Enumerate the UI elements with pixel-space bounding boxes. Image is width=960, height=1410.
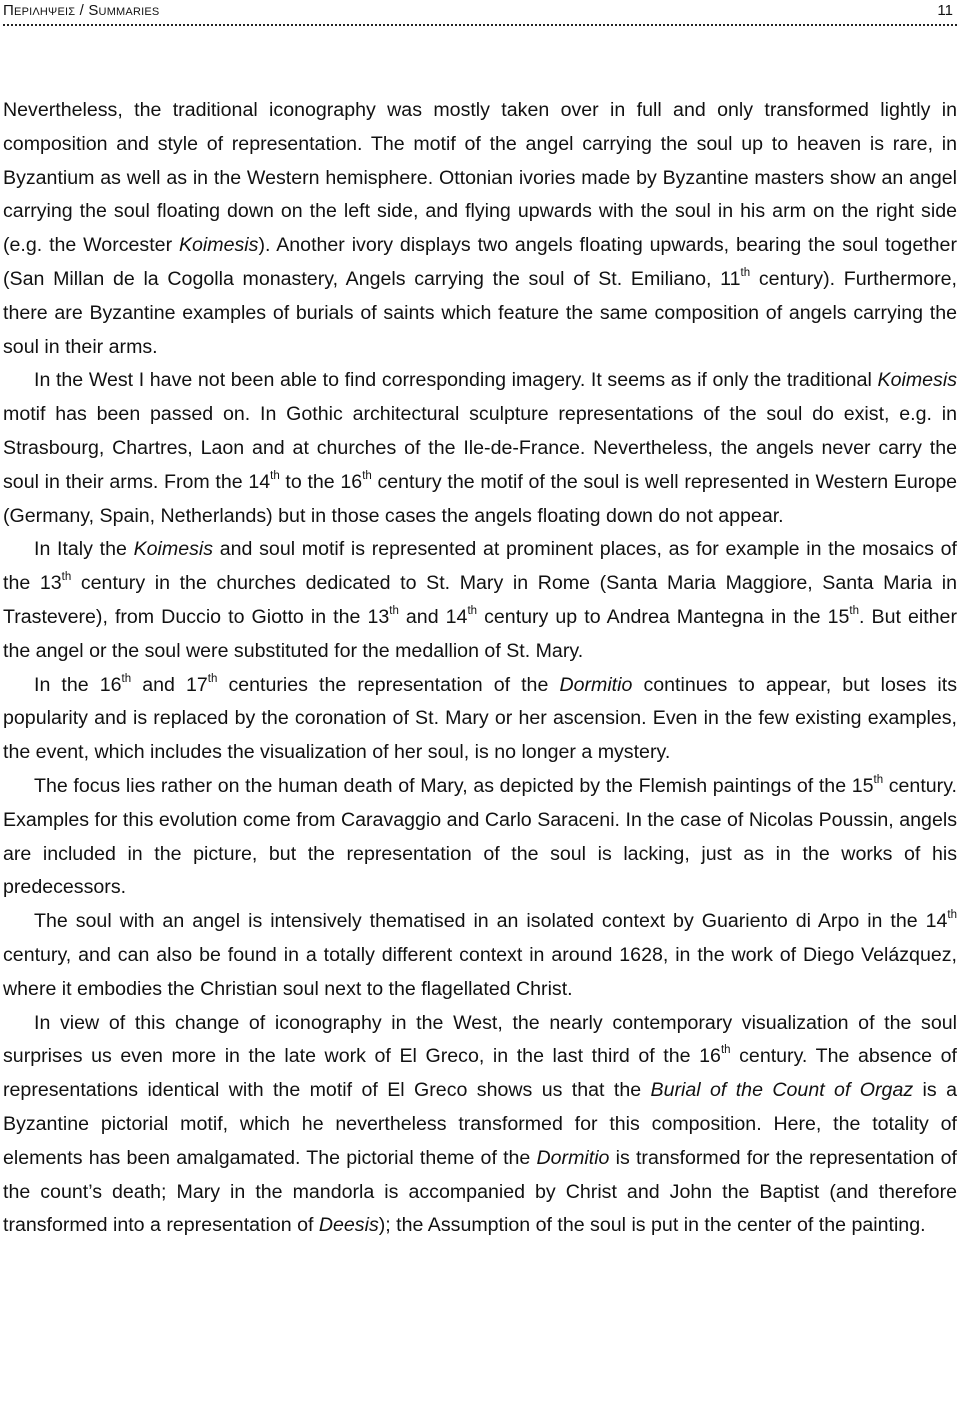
summary-body	[3, 94, 957, 1243]
page-number: 11	[937, 2, 953, 19]
running-title: Περιληψεισ / Summaries	[3, 2, 160, 19]
paragraph: In Italy the Koimesis and soul motif is represented at prominent places, as for example in the mosaics of the 13th century in the churches dedicated to St. Mary in Rome (Santa Maria Maggiore, Santa Maria in Trastevere), from Duccio to Giotto in the 13th and 14th century up to Andrea Mantegna in the 15th. But either the angel or the soul were substituted for the medallion of St. Mary.	[3, 538, 957, 662]
page-header	[3, 0, 957, 40]
paragraph: Nevertheless, the traditional iconography was mostly taken over in full and only transformed lightly in composition and style of representation. The motif of the angel carrying the soul up to heaven is rare, in Byzantium as well as in the Western hemisphere. Ottonian ivories made by Byzantine masters show an angel carrying the soul floating down on the left side, and flying upwards with the soul in his arm on the right side (e.g. the Worcester Koimesis). Another ivory displays two angels floating upwards, bearing the soul together (San Millan de la Cogolla monastery, Angels carrying the soul of St. Emiliano, 11th century). Furthermore, there are Byzantine examples of burials of saints which feature the same composition of angels carrying the soul in their arms.	[3, 99, 957, 358]
paragraph: The soul with an angel is intensively thematised in an isolated context by Guariento di Arpo in the 14th century, and can also be found in a totally different context in around 1628, in the work of Diego Velázquez, where it embodies the Christian soul next to the flagellated Christ.	[3, 909, 957, 1000]
header-dotted-rule	[3, 24, 957, 26]
paragraph: The focus lies rather on the human death of Mary, as depicted by the Flemish paintings of the 15th century. Examples for this evolution come from Caravaggio and Carlo Saraceni. In the case of Nicolas Poussin, angels are included in the picture, but the representation of the soul is lacking, just as in the works of his predecessors.	[3, 773, 957, 899]
paragraph: In the 16th and 17th centuries the representation of the Dormitio continues to appear, but loses its popularity and is replaced by the coronation of St. Mary or her ascension. Even in the few existing examples, the event, which includes the visualization of her soul, is no longer a mystery.	[3, 672, 958, 764]
paragraph: In view of this change of iconography in the West, the nearly contemporary visualization of the soul surprises us even more in the late work of El Greco, in the last third of the 16th century. The absence of representations identical with the motif of El Greco shows us that the Burial of the Count of Orgaz is a Byzantine pictorial motif, which he nevertheless transformed for this composition. Here, the totality of elements has been amalgamated. The pictorial theme of the Dormitio is transformed for the representation of the count’s death; Mary in the mandorla is accompanied by Christ and John the Baptist (and therefore transformed into a representation of Deesis); the Assumption of the soul is put in the center of the painting.	[3, 1011, 957, 1237]
paragraph: In the West I have not been able to find corresponding imagery. It seems as if only the traditional Koimesis motif has been passed on. In Gothic architectural sculpture representations of the soul do exist, e.g. in Strasbourg, Chartres, Laon and at churches of the Ile-de-France. Nevertheless, the angels never carry the soul in their arms. From the 14th to the 16th century the motif of the soul is well represented in Western Europe (Germany, Spain, Netherlands) but in those cases the angels floating down do not appear.	[3, 369, 957, 527]
